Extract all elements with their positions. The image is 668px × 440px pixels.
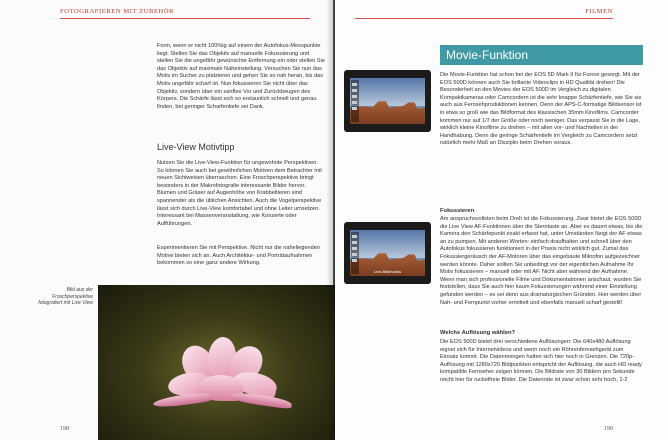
left-page-number: 198: [60, 426, 69, 432]
right-paragraph-2: Am anspruchsvollsten beim Dreh ist die Fokussierung. Zwar bietet die EOS 500D die Live View AF-Funktionen über die Sterntaste an. Aber es dauert etwas, bis die Kamera den Schärfepunkt exakt erfasst hat, unter Umständen fängt der AF etwas an zu pumpen. Mit anderen Worten: einfach draufhalten und schnell über den Autofokus fokussieren funktioniert in der Praxis nicht wirklich gut. Zumal das Fokussiergeräusch der AF-Motoren über das eingebaute Mikrofon aufgezeichnet werden könnte. Daher sollten Sie unbedingt vor der eigentlichen Aufnahme Ihr Motiv fokussieren – manuell oder mit AF. Nicht aber während der Aufnahme. Wenn man sich professionelle Filme und Dokumentationen anschaut, wurden Sie feststellen, dass Sie auch hier kaum Fokussierungen während einer Einstellung gefunden werden – es sei denn aus dramaturgischen Gründen. Hier werden über Nah- und Fernpunkt vorher ermittelt und ebenfalls manuell scharf gestellt!: [440, 216, 643, 306]
section-title-aufloesung: Welche Auflösung wählen?: [440, 330, 516, 336]
camera-hud-icons: [351, 232, 359, 274]
right-paragraph-3: Die EOS 500D bietet drei verschiedene Auflösungen: Die 640x480 Auflösung eignet sich für Internetvideos und wenn noch ein Röhrenfernsehgerät zum Einsatz kommt. Die Datenmengen halten sich hier noch in Grenzen. Die 720p-Auflösung mit 1280x720 Bildpunkten entspricht der Auflösung, die auch HD ready kompatible Fernseher zeigen können. Die Bildrate von 30 Bildern pro Sekunde reicht hier für ruckelfreie Bilder. Die Datenrate ist zwar schon sehr hoch, 1-2: [440, 339, 642, 383]
left-running-header: FOTOGRAFIEREN MIT ZUBEHÖR: [60, 8, 175, 15]
section-title-fokussieren: Fokussieren: [440, 208, 475, 214]
left-subheading: Live-View Motivtipp: [157, 142, 235, 152]
camera-hud-icons: [351, 80, 359, 122]
camera-lcd-screen-1: [344, 70, 431, 132]
left-paragraph-3: Experimentieren Sie mit Perspektive. Nicht nur die naheliegenden Motive bieten sich an. Auch Architektur- und Porträtaufnahmen bekommen so eine ganz andere Wirkung.: [157, 245, 320, 267]
left-paragraph-1: Form, wenn er nicht 100%ig auf einem der Autofokus-Messpunkte liegt. Stellen Sie das Objektiv auf manuelle Fokussierung und stellen Sie die ungefähr gewünschte Entfernung ein oder stellen Sie das Objektiv auf maximale Naheinstellung. Versuchen Sie nun das Motiv im Sucher zu platzieren und gehen Sie so nah heran, bis das Motiv ungefähr scharf ist. Nun fokussieren Sie nicht über das Objektiv, sondern über ein sanftes Vor und Zurückbeugen des Körpers. Die Schärfe lässt sich so erstaunlich schnell und genau finden, bei geringer Scharfentiefe sei Dank.: [157, 43, 325, 110]
right-running-header: FILMEN: [585, 8, 613, 15]
movie-function-title-bar: [440, 45, 643, 65]
camera-preview-2: [350, 230, 425, 276]
right-paragraph-1: Die Movie-Funktion hat schon bei der EOS 5D Mark II für Furore gesorgt. Mit der EOS 500D können auch Sie brillante Videoclips in HD Qualität drehen! Die Besonderheit an den Movies der EOS 500D im Vergleich zu digitalen Kompaktkameras oder Camcordern ist die sehr knappe Schärfentiefe, wie Sie sie auch aus Fernsehproduktionen kennen. Denn der APS-C-formatige Bildsensor ist in etwa so groß wie das Bildformat des klassischen 35mm Kinofilms. Camcorder kommen nur auf 1/7 der Größe oder noch weniger. Das verpasst Sie in die Lage, wirklich kleine Kinofilme zu drehen – mit allen vor- und Nachteilen in der Handhabung. Denn die geringe Schärfentiefe im Vergleich zu Camcordern setzt natürlich mehr Maß an Disziplin beim Drehen voraus.: [440, 72, 642, 147]
right-header-rule: [355, 18, 613, 19]
right-page-number: 199: [604, 426, 613, 432]
camera-lcd-screen-2: [344, 222, 431, 284]
left-paragraph-2: Nutzen Sie die Live-View-Funktion für ungewohnte Perspektiven. So können Sie auch bei gewöhnlichen Motiven dem Betrachter mit neuen Sichtweisen überraschen. Eine Froschperspektive bringt besonders in der Makrofotografie interessante Bilder hervor. Blumen und Gräser auf Augenhöhe von Krabbeltieren sind spannender als die üblichen Ansichten. Auch die Vogelperspektive lässt sich durch Live-View komfortabel und ohne Leiter umsetzen. Interessant bei Massenveranstaltung, wie Konzerte oder Aufführungen.: [157, 160, 322, 227]
left-header-rule: [60, 18, 310, 19]
movie-function-title: Movie-Funktion: [446, 48, 529, 62]
right-page: [335, 0, 668, 440]
photo-caption: Bild aus der Froschperspektive fotografiert mit Live View: [38, 287, 93, 306]
camera-preview-1: [350, 78, 425, 124]
live-mode-label: Live-Bildmodus: [373, 269, 402, 274]
water-lily-photo: [98, 285, 338, 440]
